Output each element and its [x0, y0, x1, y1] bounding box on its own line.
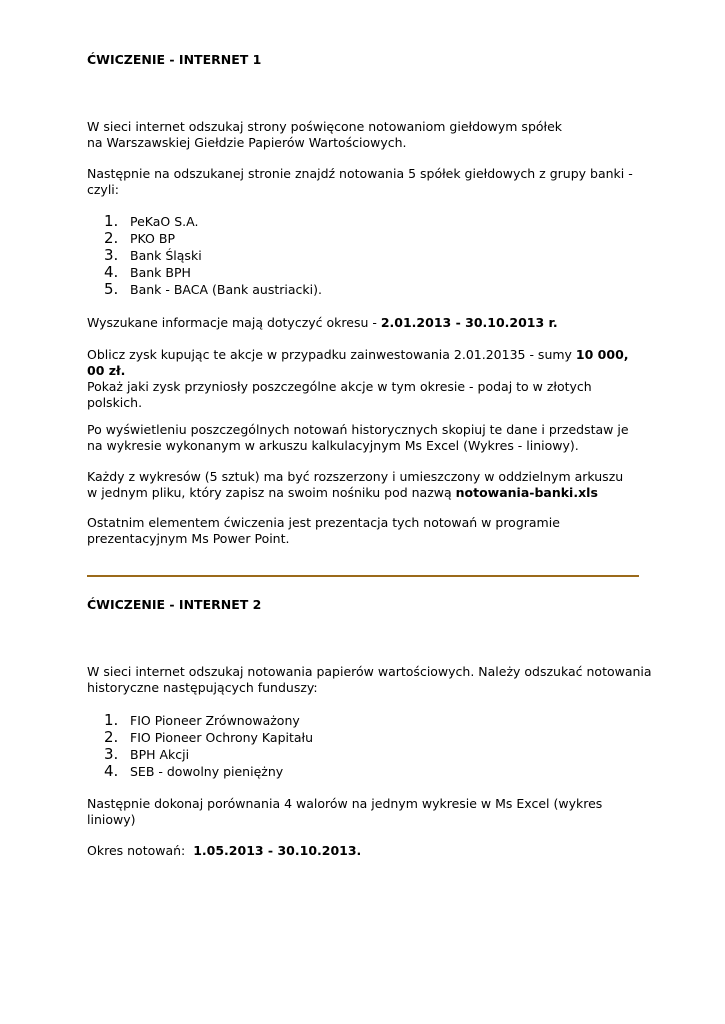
section2-compare — [87, 796, 632, 828]
section1-intro — [87, 119, 632, 151]
list-item — [104, 246, 322, 263]
period-dates: 2.01.2013 - 30.10.2013 r. — [380, 315, 558, 330]
intro-line: W sieci internet odszukaj strony poświęcone notowaniom giełdowym spółek — [87, 119, 563, 134]
period-dates: 1.05.2013 - 30.10.2013. — [193, 843, 362, 858]
section1-copy-data — [87, 422, 632, 454]
copy-data-line: Po wyświetleniu poszczególnych notowań historycznych skopiuj te dane i przedstaw je — [87, 422, 629, 437]
bank-name: PKO BP — [130, 231, 175, 246]
compare-line: Następnie dokonaj porównania 4 walorów na jednym wykresie w Ms Excel (wykres — [87, 796, 603, 811]
section2-title: ĆWICZENIE - INTERNET 2 — [87, 597, 262, 612]
list-item — [104, 745, 313, 762]
section2-period — [87, 843, 632, 859]
list-item — [104, 762, 313, 779]
list-number: 5. — [104, 280, 119, 298]
list-number: 1. — [104, 711, 119, 729]
section1-profit — [87, 347, 632, 411]
profit-amount-part2: 00 zł. — [87, 363, 126, 378]
charts-line: Każdy z wykresów (5 sztuk) ma być rozszerzony i umieszczony w oddzielnym arkuszu — [87, 469, 624, 484]
profit-amount-part1: 10 000, — [575, 347, 629, 362]
show-profit-line: Pokaż jaki zysk przyniosły poszczególne akcje w tym okresie - podaj to w złotych — [87, 379, 592, 394]
list-number: 4. — [104, 762, 119, 780]
list-item — [104, 711, 313, 728]
fund-name: BPH Akcji — [130, 747, 190, 762]
presentation-line: Ostatnim elementem ćwiczenia jest prezentacja tych notowań w programie — [87, 515, 560, 530]
section2-intro — [87, 664, 652, 696]
period-text: Wyszukane informacje mają dotyczyć okresu - — [87, 315, 381, 330]
intro-line: na Warszawskiej Giełdzie Papierów Wartościowych. — [87, 135, 407, 150]
list-number: 4. — [104, 263, 119, 281]
funds-list — [104, 711, 313, 779]
intro-line: W sieci internet odszukaj notowania papierów wartościowych. Należy odszukać notowania — [87, 664, 652, 679]
list-item — [104, 263, 322, 280]
bank-name: Bank BPH — [130, 265, 191, 280]
section1-charts — [87, 469, 632, 501]
section-divider — [87, 575, 639, 577]
list-number: 2. — [104, 728, 119, 746]
charts-filename: notowania-banki.xls — [455, 485, 598, 500]
next-step-line: czyli: — [87, 182, 119, 197]
list-item — [104, 212, 322, 229]
intro-line: historyczne następujących funduszy: — [87, 680, 318, 695]
bank-name: Bank Śląski — [130, 248, 202, 263]
next-step-line: Następnie na odszukanej stronie znajdź notowania 5 spółek giełdowych z grupy banki - — [87, 166, 633, 181]
fund-name: FIO Pioneer Ochrony Kapitału — [130, 730, 314, 745]
show-profit-line: polskich. — [87, 395, 143, 410]
section1-title: ĆWICZENIE - INTERNET 1 — [87, 52, 262, 67]
list-item — [104, 229, 322, 246]
list-item — [104, 728, 313, 745]
banks-list — [104, 212, 322, 297]
list-number: 2. — [104, 229, 119, 247]
compare-line: liniowy) — [87, 812, 136, 827]
fund-name: SEB - dowolny pieniężny — [130, 764, 284, 779]
bank-name: PeKaO S.A. — [130, 214, 199, 229]
charts-line: w jednym pliku, który zapisz na swoim nośniku pod nazwą — [87, 485, 456, 500]
period-label: Okres notowań: — [87, 843, 194, 858]
section1-presentation — [87, 515, 632, 547]
profit-text: Oblicz zysk kupując te akcje w przypadku zainwestowania 2.01.20135 - sumy — [87, 347, 576, 362]
list-item — [104, 280, 322, 297]
section1-next-step — [87, 166, 632, 198]
copy-data-line: na wykresie wykonanym w arkuszu kalkulacyjnym Ms Excel (Wykres - liniowy). — [87, 438, 579, 453]
list-number: 3. — [104, 745, 119, 763]
list-number: 3. — [104, 246, 119, 264]
presentation-line: prezentacyjnym Ms Power Point. — [87, 531, 290, 546]
bank-name: Bank - BACA (Bank austriacki). — [130, 282, 322, 297]
fund-name: FIO Pioneer Zrównoważony — [130, 713, 300, 728]
section1-period — [87, 315, 632, 331]
list-number: 1. — [104, 212, 119, 230]
